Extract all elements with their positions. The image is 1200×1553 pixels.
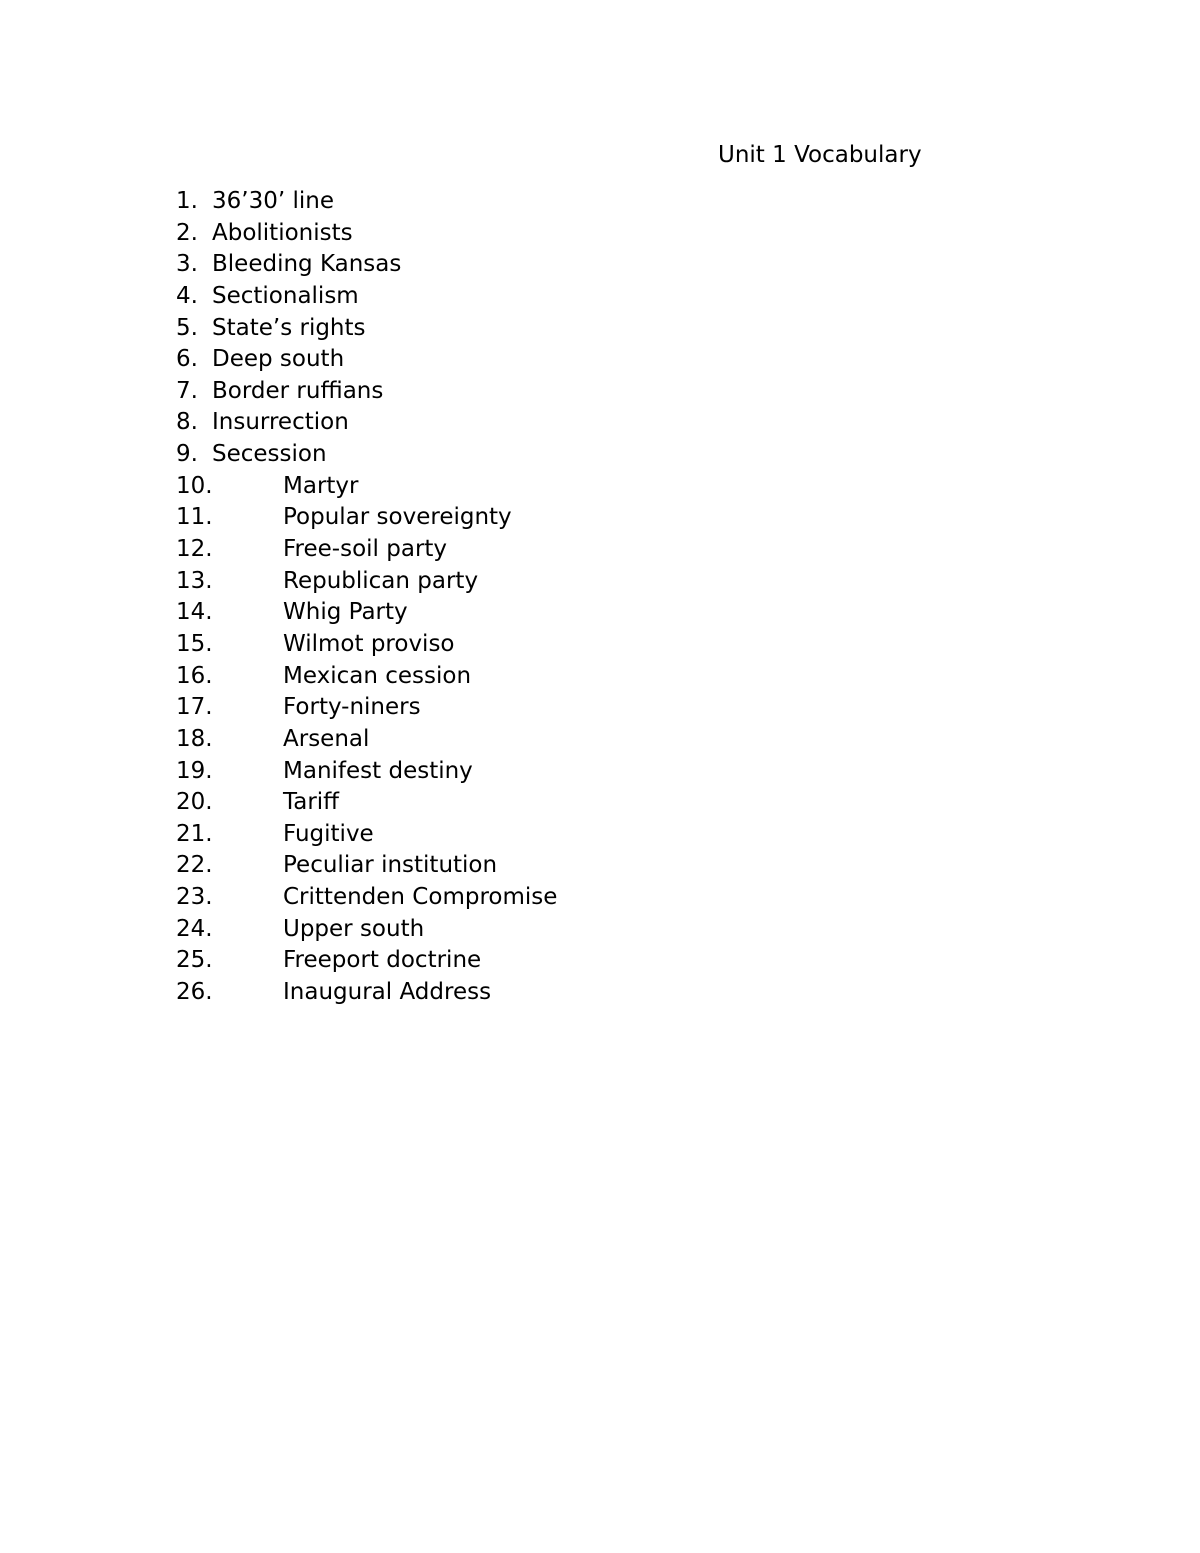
item-term: Martyr bbox=[283, 472, 359, 499]
item-number: 26. bbox=[176, 979, 213, 1006]
item-term: Crittenden Compromise bbox=[283, 884, 558, 911]
item-number: 16. bbox=[176, 662, 213, 689]
item-number: 9. bbox=[176, 441, 198, 468]
item-number: 19. bbox=[176, 757, 213, 784]
item-number: 3. bbox=[176, 251, 198, 278]
item-number: 23. bbox=[176, 884, 213, 911]
item-term: Forty-niners bbox=[283, 694, 421, 721]
item-term: Border ruffians bbox=[212, 377, 384, 404]
item-term: Sectionalism bbox=[212, 282, 359, 309]
page-title: Unit 1 Vocabulary bbox=[718, 142, 922, 168]
item-term: Bleeding Kansas bbox=[212, 251, 402, 278]
item-number: 4. bbox=[176, 282, 198, 309]
item-term: Secession bbox=[212, 441, 327, 468]
item-term: Insurrection bbox=[212, 409, 349, 436]
item-number: 12. bbox=[176, 536, 213, 563]
item-number: 15. bbox=[176, 630, 213, 657]
item-number: 7. bbox=[176, 377, 198, 404]
item-number: 25. bbox=[176, 947, 213, 974]
item-number: 11. bbox=[176, 504, 213, 531]
item-term: Abolitionists bbox=[212, 219, 353, 246]
item-term: 36’30’ line bbox=[212, 188, 334, 214]
item-number: 24. bbox=[176, 915, 213, 942]
item-number: 22. bbox=[176, 852, 213, 879]
item-term: Deep south bbox=[212, 346, 345, 373]
item-term: Republican party bbox=[283, 567, 479, 594]
item-term: Whig Party bbox=[283, 599, 408, 626]
item-term: State’s rights bbox=[212, 314, 366, 341]
item-term: Freeport doctrine bbox=[283, 947, 482, 974]
item-number: 6. bbox=[176, 346, 198, 373]
item-number: 2. bbox=[176, 219, 198, 246]
item-number: 17. bbox=[176, 694, 213, 721]
item-term: Tariff bbox=[283, 789, 340, 816]
item-number: 8. bbox=[176, 409, 198, 436]
item-number: 1. bbox=[176, 188, 198, 214]
item-number: 21. bbox=[176, 820, 213, 847]
item-term: Arsenal bbox=[283, 725, 370, 752]
item-number: 10. bbox=[176, 472, 213, 499]
item-term: Inaugural Address bbox=[283, 979, 492, 1006]
item-term: Fugitive bbox=[283, 820, 374, 847]
item-number: 5. bbox=[176, 314, 198, 341]
item-number: 20. bbox=[176, 789, 213, 816]
item-term: Upper south bbox=[283, 915, 425, 942]
item-term: Free-soil party bbox=[283, 536, 448, 563]
item-number: 14. bbox=[176, 599, 213, 626]
item-term: Wilmot proviso bbox=[283, 630, 455, 657]
item-number: 18. bbox=[176, 725, 213, 752]
item-term: Peculiar institution bbox=[283, 852, 498, 879]
item-term: Popular sovereignty bbox=[283, 504, 512, 531]
item-term: Mexican cession bbox=[283, 662, 472, 689]
item-term: Manifest destiny bbox=[283, 757, 473, 784]
item-number: 13. bbox=[176, 567, 213, 594]
